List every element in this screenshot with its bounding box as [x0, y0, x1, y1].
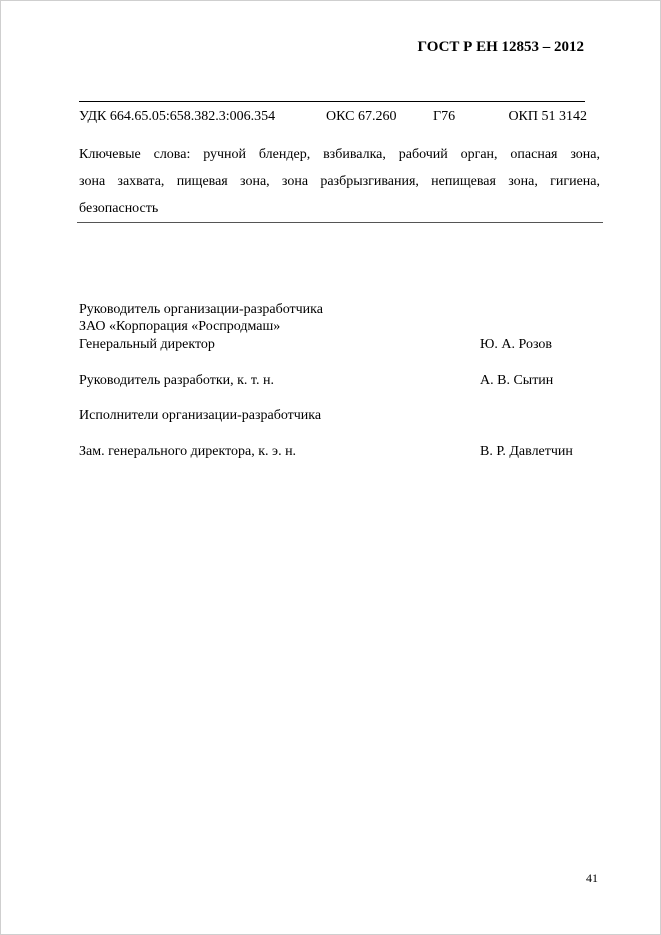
deputy-title: Зам. генерального директора, к. э. н. [79, 444, 297, 459]
director-title: Генеральный директор [79, 337, 215, 352]
keywords-line: Ключевые слова: ручной блендер, взбивалка, рабочий орган, опасная зона, [79, 147, 600, 162]
lead-title: Руководитель разработки, к. т. н. [79, 373, 274, 388]
keywords-line: безопасность [79, 201, 159, 216]
udk-code: УДК 664.65.05:658.382.3:006.354 [79, 109, 276, 124]
deputy-name: В. Р. Давлетчин [480, 444, 573, 459]
performers-title: Исполнители организации-разработчика [79, 408, 322, 423]
keywords-paragraph [79, 141, 600, 222]
page-number: 41 [586, 871, 598, 885]
organization-name: ЗАО «Корпорация «Роспродмаш» [79, 319, 281, 334]
developer-organization [79, 301, 589, 335]
standard-header: ГОСТ Р ЕН 12853 – 2012 [417, 39, 584, 55]
g-code: Г76 [433, 109, 456, 124]
director-name: Ю. А. Розов [480, 337, 552, 352]
bottom-divider [77, 222, 603, 223]
head-title: Руководитель организации-разработчика [79, 302, 323, 317]
oks-code: ОКС 67.260 [326, 109, 397, 124]
top-divider [79, 101, 585, 102]
lead-name: А. В. Сытин [480, 373, 554, 388]
okp-code: ОКП 51 3142 [508, 109, 587, 124]
keywords-line: зона захвата, пищевая зона, зона разбрызгивания, непищевая зона, гигиена, [79, 174, 600, 189]
